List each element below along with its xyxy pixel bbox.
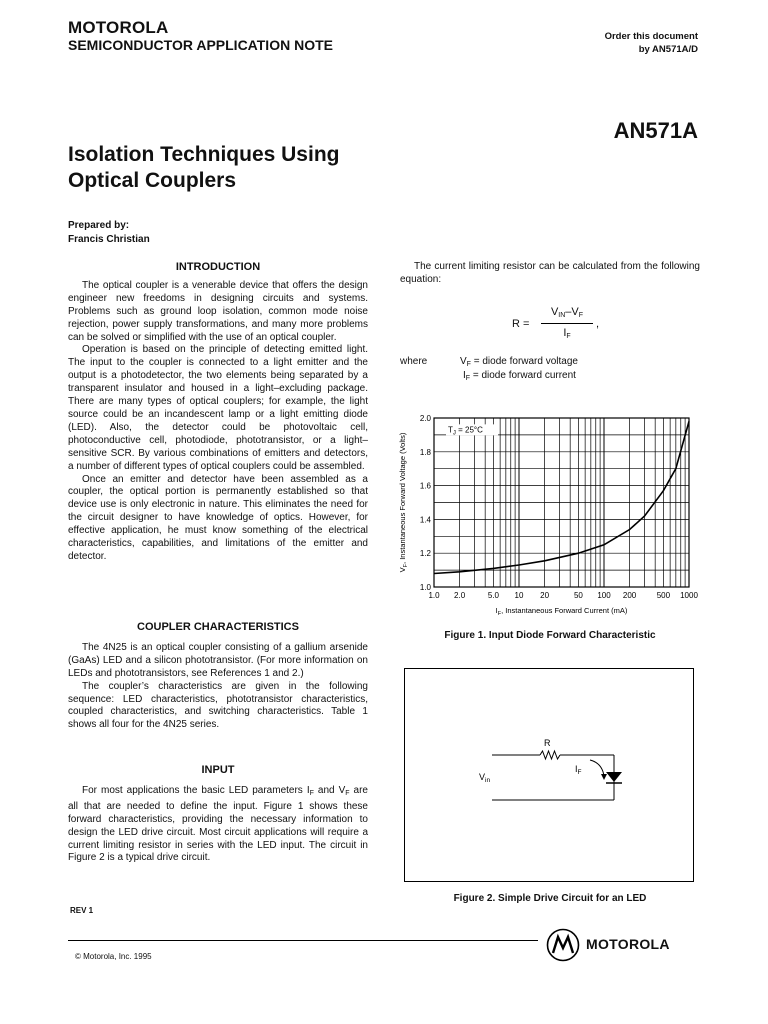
- equation-numerator: [539, 306, 595, 319]
- def-vf-text: = diode forward voltage: [473, 356, 578, 367]
- x-tick-label: 5.0: [487, 591, 499, 600]
- revision-label: REV 1: [70, 906, 94, 915]
- definition-vf: [460, 356, 578, 368]
- fraction-bar: [541, 323, 593, 324]
- current-arrow-head: [601, 774, 607, 780]
- eq-den-sub: F: [566, 333, 571, 340]
- forward-characteristic-chart: [380, 405, 710, 620]
- input-paragraph: [68, 785, 368, 865]
- intro-paragraph-3: Once an emitter and detector have been assembled as a coupler, the optical portion is permanently established so that device use is only electronic in nature. This eliminates the need for the circuit designer to have knowledge of optics. However, for effective application, he must know something of the electrical characteristics, capabilities, and limitations of the emitter and detector.: [68, 473, 368, 562]
- x-tick-label: 50: [573, 591, 583, 600]
- x-tick-label: 10: [514, 591, 524, 600]
- led-symbol: [606, 772, 622, 782]
- temperature-annotation: $T_J = 25^\circ C$: [448, 425, 483, 437]
- brand-name: MOTOROLA: [68, 18, 169, 37]
- figure-1-caption: Figure 1. Input Diode Forward Characteristic: [444, 630, 656, 641]
- coupler-paragraph-1: The 4N25 is an optical coupler consisting of a gallium arsenide (GaAs) LED and a silicon phototransistor. (For more information on LEDs and phototransistors, see References 1 and 2.): [68, 641, 368, 679]
- y-tick-labels: [420, 414, 432, 592]
- input-heading: INPUT: [201, 764, 235, 776]
- footer-rule: [68, 940, 538, 941]
- eq-den-i: I: [563, 327, 567, 339]
- y-tick-label: 1.2: [419, 549, 431, 559]
- current-arrow-line: [590, 760, 604, 776]
- x-tick-label: 20: [540, 591, 550, 600]
- y-tick-label: 1.4: [419, 515, 431, 525]
- y-tick-label: 1.6: [419, 481, 431, 491]
- order-line-2: by AN571A/D: [638, 44, 698, 55]
- x-tick-label: 500: [656, 591, 671, 600]
- x-axis-label: $I_F$, Instantaneous Forward Current (mA): [495, 606, 628, 617]
- input-section: [68, 764, 368, 865]
- document-type: SEMICONDUCTOR APPLICATION NOTE: [68, 37, 333, 53]
- chart-grid: [434, 418, 689, 587]
- introduction-heading: INTRODUCTION: [175, 261, 261, 273]
- x-tick-label: 1.0: [428, 591, 440, 600]
- figure-2-caption: Figure 2. Simple Drive Circuit for an LED: [453, 893, 647, 904]
- def-vf-sub: F: [466, 361, 471, 368]
- y-tick-label: 1.8: [419, 447, 431, 457]
- y-tick-label: 2.0: [419, 414, 431, 423]
- x-tick-label: 200: [622, 591, 637, 600]
- title-line-2: Optical Couplers: [68, 169, 237, 192]
- x-tick-label: 100: [597, 591, 611, 600]
- series-line: [434, 421, 689, 573]
- intro-paragraph-1: The optical coupler is a venerable device that offers the design engineer new freedoms in designing circuits and systems. Problems such as ground loop isolation, common mode noise rejection, power supply transformations, and many more problems can be solved or simplified with the use of an optical coupler.: [68, 279, 368, 343]
- def-if-sym: I: [463, 370, 466, 381]
- motorola-logo-icon: [546, 928, 580, 962]
- where-label: where: [400, 356, 428, 367]
- coupler-paragraph-2: The coupler’s characteristics are given in the following sequence: LED characteristics, phototransistor characteristics, coupled characteristics, and switching characteristics. Table 1 shows all four for the 4N25 series.: [68, 680, 368, 731]
- eq-num-sub-in: IN: [558, 312, 566, 319]
- eq-num-minus-v: –V: [565, 306, 579, 318]
- title-line-1: Isolation Techniques Using: [68, 143, 340, 166]
- eq-num-sub-f: F: [578, 312, 584, 319]
- voltage-label: $V_{in}$: [479, 772, 491, 784]
- footer-brand: MOTOROLA: [586, 936, 670, 952]
- figure-frame: [405, 669, 694, 882]
- input-sub-2: F: [345, 789, 350, 797]
- current-label: $I_F$: [575, 764, 582, 776]
- input-sub-1: F: [309, 789, 314, 797]
- eq-num-v: V: [550, 306, 559, 318]
- author-name: Francis Christian: [68, 234, 150, 245]
- order-line-1: Order this document: [604, 31, 698, 42]
- input-text-c: are all that are needed to define the input. Figure 1 shows these forward characteristics, providing the necessary information to design the LED drive circuit. Most circuit applications will require a current limiting resistor in series with the LED input. The circuit in Figure 2 is a typical drive circuit.: [68, 784, 368, 864]
- equation-denominator: [539, 327, 595, 340]
- author-block: [68, 219, 150, 247]
- equation-intro: [400, 261, 700, 287]
- resistor-label: R: [544, 738, 551, 748]
- def-vf-sym: V: [460, 356, 467, 367]
- equation-intro-text: The current limiting resistor can be calculated from the following equation:: [400, 261, 700, 285]
- y-tick-label: 1.0: [419, 583, 431, 592]
- definition-if: [463, 370, 576, 382]
- equation-comma: ,: [596, 318, 600, 330]
- order-info: [605, 30, 698, 56]
- introduction-section: [68, 261, 368, 564]
- x-tick-label: 1000: [680, 591, 698, 600]
- resistor-symbol: [540, 751, 560, 759]
- author-label: Prepared by:: [68, 220, 130, 231]
- x-tick-labels: [428, 591, 698, 600]
- coupler-heading: COUPLER CHARACTERISTICS: [137, 621, 299, 633]
- equation-lhs: R =: [512, 318, 530, 330]
- y-axis-label: $V_F$, Instantaneous Forward Voltage (Volts): [398, 432, 409, 573]
- intro-paragraph-2: Operation is based on the principle of detecting emitted light. The input to the coupler is connected to a light emitter and the output is a photodetector, the two elements being separated by a transparent insulator and housed in a light–excluding package. There are many types of optical couplers; for example, the light source could be an incandescent lamp or a light emitting diode (LED). Also, the detector could be photovoltaic cell, photoconductive cell, photodiode, phototransistor, or a light–sensitive SCR. By various combinations of emitters and detectors, a number of different types of optical couplers could be assembled.: [68, 344, 368, 472]
- copyright: © Motorola, Inc. 1995: [75, 952, 152, 961]
- drive-circuit-diagram: [404, 668, 694, 882]
- document-id: AN571A: [613, 118, 698, 143]
- def-if-sub: F: [465, 375, 471, 382]
- x-tick-label: 2.0: [454, 591, 466, 600]
- input-text-b: and V: [313, 784, 346, 796]
- coupler-section: [68, 621, 368, 732]
- input-text-a: For most applications the basic LED parameters I: [82, 784, 310, 796]
- page-title: [68, 142, 339, 194]
- def-if-text: = diode forward current: [470, 370, 576, 381]
